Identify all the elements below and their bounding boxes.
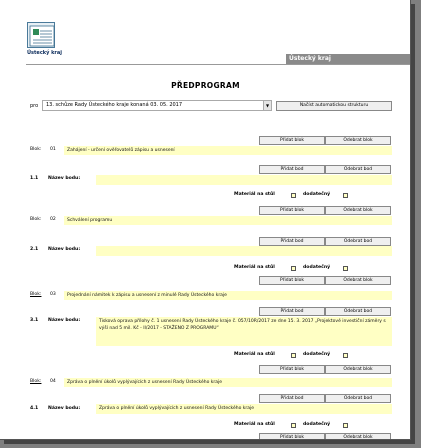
add-block-button[interactable]: Přidat blok xyxy=(259,433,325,440)
remove-block-button[interactable]: Odebrat blok xyxy=(325,365,391,374)
remove-item-button[interactable]: Odebrat bod xyxy=(325,307,391,316)
chevron-down-icon[interactable]: ▼ xyxy=(263,101,271,110)
block-label: Blok: xyxy=(30,379,42,384)
logo-emblem-icon xyxy=(27,22,55,48)
item-number: 3.1 xyxy=(30,318,39,323)
additional-checkbox[interactable] xyxy=(343,193,348,198)
block-title-field[interactable]: Zahájení - určení ověřovatelů zápisu a usnesení xyxy=(64,146,392,155)
block-label: Blok: xyxy=(30,292,42,297)
block-number: 02 xyxy=(50,217,56,222)
material-label: Materiál na stůl xyxy=(234,265,275,270)
additional-label: dodatečný xyxy=(303,265,331,270)
item-number: 2.1 xyxy=(30,247,39,252)
region-logo xyxy=(27,22,61,66)
item-name-label: Název bodu: xyxy=(48,176,81,181)
material-checkbox[interactable] xyxy=(291,353,296,358)
item-name-label: Název bodu: xyxy=(48,247,81,252)
additional-checkbox[interactable] xyxy=(343,266,348,271)
item-name-field[interactable] xyxy=(96,246,392,256)
remove-block-button[interactable]: Odebrat blok xyxy=(325,276,391,285)
meeting-select-value: 13. schůze Rady Ústeckého kraje konaná 03. 05. 2017 xyxy=(46,102,183,108)
item-name-field[interactable] xyxy=(96,175,392,185)
block-number: 04 xyxy=(50,379,56,384)
remove-block-button[interactable]: Odebrat blok xyxy=(325,433,391,440)
block-title-field[interactable]: Zpráva o plnění úkolů vyplývajících z usnesení Rady Ústeckého kraje xyxy=(64,378,392,387)
add-block-button[interactable]: Přidat blok xyxy=(259,206,325,215)
add-item-button[interactable]: Přidat bod xyxy=(259,237,325,246)
block-label: Blok: xyxy=(30,147,42,152)
additional-checkbox[interactable] xyxy=(343,423,348,428)
item-number: 4.1 xyxy=(30,406,39,411)
material-label: Materiál na stůl xyxy=(234,422,275,427)
item-name-label: Název bodu: xyxy=(48,318,81,323)
material-checkbox[interactable] xyxy=(291,266,296,271)
remove-item-button[interactable]: Odebrat bod xyxy=(325,165,391,174)
remove-block-button[interactable]: Odebrat blok xyxy=(325,136,391,145)
add-block-button[interactable]: Přidat blok xyxy=(259,365,325,374)
block-number: 03 xyxy=(50,292,56,297)
block-number: 01 xyxy=(50,147,56,152)
meeting-select[interactable] xyxy=(42,100,272,111)
material-checkbox[interactable] xyxy=(291,423,296,428)
logo-caption: Ústecký kraj xyxy=(27,50,62,56)
additional-checkbox[interactable] xyxy=(343,353,348,358)
item-number: 1.1 xyxy=(30,176,39,181)
block-label: Blok: xyxy=(30,217,42,222)
add-block-button[interactable]: Přidat blok xyxy=(259,276,325,285)
load-structure-button[interactable]: Načíst automatickou strukturu xyxy=(276,101,392,111)
remove-item-button[interactable]: Odebrat bod xyxy=(325,394,391,403)
material-checkbox[interactable] xyxy=(291,193,296,198)
block-title-field[interactable]: Projednání námitek k zápisu a usnesení z minulé Rady Ústeckého kraje xyxy=(64,291,392,300)
item-name-field[interactable]: Zpráva o plnění úkolů vyplývajících z usnesení Rady Ústeckého kraje xyxy=(96,404,392,414)
region-title-bar: Ústecký kraj xyxy=(286,54,411,64)
add-block-button[interactable]: Přidat blok xyxy=(259,136,325,145)
item-name-field[interactable]: Tisková oprava přílohy č. 1 usnesení Rady Ústeckého kraje č. 057/10R/2017 ze dne 15. 3. 2017 „Projektové investiční záměry s výší nad 5 mil. Kč - II/2017 - STAŽENO Z PROGRAMU“ xyxy=(96,317,392,346)
page-title: PŘEDPROGRAM xyxy=(171,81,240,90)
material-label: Materiál na stůl xyxy=(234,352,275,357)
additional-label: dodatečný xyxy=(303,422,331,427)
additional-label: dodatečný xyxy=(303,352,331,357)
remove-block-button[interactable]: Odebrat blok xyxy=(325,206,391,215)
additional-label: dodatečný xyxy=(303,192,331,197)
material-label: Materiál na stůl xyxy=(234,192,275,197)
header-divider xyxy=(26,64,411,65)
remove-item-button[interactable]: Odebrat bod xyxy=(325,237,391,246)
add-item-button[interactable]: Přidat bod xyxy=(259,165,325,174)
meeting-prefix: pro xyxy=(30,103,39,109)
block-title-field[interactable]: Schválení programu xyxy=(64,216,392,225)
add-item-button[interactable]: Přidat bod xyxy=(259,307,325,316)
add-item-button[interactable]: Přidat bod xyxy=(259,394,325,403)
item-name-label: Název bodu: xyxy=(48,406,81,411)
